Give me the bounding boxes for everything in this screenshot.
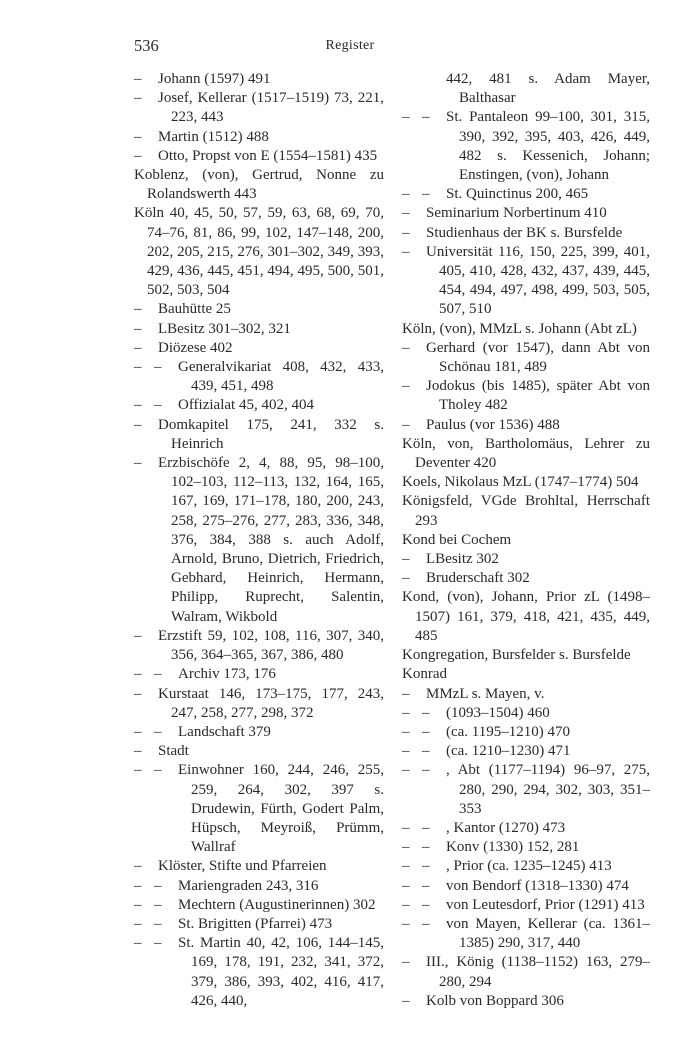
dash-marker: –: [134, 320, 142, 337]
dash-marker: –: [402, 819, 410, 836]
index-entry-text: Koels, Nikolaus MzL (1747–1774) 504: [402, 474, 639, 491]
index-entry: [134, 857, 384, 876]
index-entry-text: Kurstaat 146, 173–175, 177, 243, 247, 258, 277, 298, 372: [158, 685, 384, 721]
index-entry: [134, 358, 384, 396]
dash-marker: –: [134, 858, 142, 875]
index-entry: [402, 704, 650, 723]
index-entry: [402, 915, 650, 953]
index-entry-text: (1093–1504) 460: [446, 704, 550, 721]
dash-marker: –: [154, 877, 162, 894]
index-entry: [402, 646, 650, 665]
index-entry-text: Archiv 173, 176: [178, 666, 276, 683]
dash-marker: –: [422, 819, 430, 836]
index-entry-text: , Kantor (1270) 473: [446, 819, 566, 836]
dash-marker: –: [134, 915, 142, 932]
dash-marker: –: [134, 128, 142, 145]
dash-marker: –: [134, 743, 142, 760]
index-entry-text: Jodokus (bis 1485), später Abt von Tholey 482: [426, 378, 650, 414]
dash-marker: –: [402, 954, 410, 971]
index-entry-text: Mariengraden 243, 316: [178, 877, 319, 894]
dash-marker: –: [422, 858, 430, 875]
index-entry-text: Universität 116, 150, 225, 399, 401, 405, 410, 428, 432, 437, 439, 445, 454, 494, 497, 498, 499, 503, 505, 507, 510: [426, 243, 650, 318]
index-entry: [402, 953, 650, 991]
index-entry-text: Generalvikariat 408, 432, 433, 439, 451, 498: [178, 359, 384, 395]
index-entry-text: Landschaft 379: [178, 723, 271, 740]
index-entry-text: Mechtern (Augustinerinnen) 302: [178, 896, 376, 913]
dash-marker: –: [134, 723, 142, 740]
index-entry-text: Kongregation, Bursfelder s. Bursfelde: [402, 647, 631, 664]
index-entry-text: St. Pantaleon 99–100, 301, 315, 390, 392, 395, 403, 426, 449, 482 s. Kessenich, Johann; Enstingen, (von), Johann: [446, 109, 650, 184]
dash-marker: –: [402, 378, 410, 395]
index-entry: [134, 454, 384, 627]
dash-marker: –: [154, 915, 162, 932]
index-entry-text: von Mayen, Kellerar (ca. 1361–1385) 290, 317, 440: [446, 915, 650, 952]
index-entry: [402, 339, 650, 377]
dash-marker: –: [422, 704, 430, 721]
dash-marker: –: [402, 858, 410, 875]
index-entry: [134, 742, 384, 761]
index-entry-text: Klöster, Stifte und Pfarreien: [158, 858, 327, 875]
index-entry-text: Köln, (von), MMzL s. Johann (Abt zL): [402, 320, 637, 337]
dash-marker: –: [402, 685, 410, 702]
index-entry: [402, 665, 650, 684]
dash-marker: –: [422, 877, 430, 894]
dash-marker: –: [134, 896, 142, 913]
index-entry: [134, 396, 384, 415]
index-entry: [402, 588, 650, 646]
index-entry-text: Studienhaus der BK s. Bursfelde: [426, 224, 623, 241]
dash-marker: –: [422, 915, 430, 932]
index-entry: [402, 742, 650, 761]
dash-marker: –: [134, 90, 142, 107]
index-entry-text: Kolb von Boppard 306: [426, 992, 564, 1009]
index-entry-text: Köln, von, Bartholomäus, Lehrer zu Deventer 420: [402, 435, 650, 472]
dash-marker: –: [402, 992, 410, 1009]
dash-marker: –: [154, 896, 162, 913]
dash-marker: –: [422, 186, 430, 203]
index-entry: [134, 627, 384, 665]
index-entry-text: Offizialat 45, 402, 404: [178, 397, 314, 414]
index-entry: [402, 243, 650, 320]
index-entry: [402, 877, 650, 896]
index-entry: [134, 147, 384, 166]
index-entry: [134, 665, 384, 684]
dash-marker: –: [154, 666, 162, 683]
index-entry: [134, 70, 384, 89]
dash-marker: –: [402, 723, 410, 740]
dash-marker: –: [402, 570, 410, 587]
index-entry: [402, 896, 650, 915]
page-number: 536: [134, 36, 159, 55]
index-entry: [134, 934, 384, 1011]
dash-marker: –: [402, 704, 410, 721]
running-title: Register: [325, 38, 375, 53]
dash-marker: –: [402, 224, 410, 241]
dash-marker: –: [402, 915, 410, 932]
index-entry-text: Paulus (vor 1536) 488: [426, 416, 560, 433]
index-entry-text: Diözese 402: [158, 339, 233, 356]
index-entry-text: Köln 40, 45, 50, 57, 59, 63, 68, 69, 70, 74–76, 81, 86, 99, 102, 147–148, 200, 202, 205, 215, 276, 301–302, 349, 393, 429, 436, 445, 451, 494, 495, 500, 501, 502, 503, 504: [134, 205, 384, 299]
index-entry: [402, 531, 650, 550]
dash-marker: –: [422, 839, 430, 856]
index-entry: [134, 896, 384, 915]
dash-marker: –: [422, 109, 430, 126]
index-entry: [134, 877, 384, 896]
dash-marker: –: [422, 762, 430, 779]
dash-marker: –: [402, 743, 410, 760]
dash-marker: –: [134, 935, 142, 952]
index-entry-text: LBesitz 301–302, 321: [158, 320, 291, 337]
dash-marker: –: [402, 186, 410, 203]
index-entry-text: Konrad: [402, 666, 447, 683]
index-entry-text: Einwohner 160, 244, 246, 255, 259, 264, 302, 397 s. Drudewin, Fürth, Godert Palm, Hüpsch, Meyroiß, Prümm, Wallraf: [178, 762, 384, 856]
dash-marker: –: [134, 359, 142, 376]
index-entry-text: Johann (1597) 491: [158, 71, 271, 87]
index-entry-text: Kond bei Cochem: [402, 531, 512, 548]
dash-marker: –: [402, 243, 410, 260]
index-entry: [402, 435, 650, 473]
dash-marker: –: [134, 416, 142, 433]
dash-marker: –: [422, 896, 430, 913]
index-entry-text: Domkapitel 175, 241, 332 s. Heinrich: [158, 416, 384, 452]
index-entry: [134, 89, 384, 127]
index-column-left: [134, 70, 384, 1011]
index-entry: [402, 320, 650, 339]
dash-marker: –: [134, 877, 142, 894]
index-entry-text: Erzstift 59, 102, 108, 116, 307, 340, 356, 364–365, 367, 386, 480: [158, 627, 384, 664]
index-entry-text: St. Brigitten (Pfarrei) 473: [178, 915, 333, 932]
index-entry-text: Gerhard (vor 1547), dann Abt von Schönau 181, 489: [426, 339, 650, 376]
page-header: [0, 36, 700, 60]
index-entry-text: MMzL s. Mayen, v.: [426, 685, 545, 702]
index-entry: [402, 204, 650, 223]
index-entry: [134, 915, 384, 934]
index-entry: [134, 204, 384, 300]
dash-marker: –: [402, 551, 410, 568]
dash-marker: –: [134, 147, 142, 164]
dash-marker: –: [402, 896, 410, 913]
dash-marker: –: [154, 762, 162, 779]
dash-marker: –: [134, 301, 142, 318]
index-entry: [402, 723, 650, 742]
dash-marker: –: [134, 455, 142, 472]
index-column-right: [402, 70, 650, 1011]
dash-marker: –: [154, 397, 162, 414]
index-entry: [402, 70, 650, 108]
dash-marker: –: [134, 71, 142, 87]
dash-marker: –: [134, 762, 142, 779]
index-entry: [134, 320, 384, 339]
dash-marker: –: [134, 397, 142, 414]
index-entry: [402, 685, 650, 704]
index-entry-text: Königsfeld, VGde Brohltal, Herrschaft 293: [402, 493, 650, 529]
index-entry-text: Kond, (von), Johann, Prior zL (1498–1507) 161, 379, 418, 421, 435, 449, 485: [402, 589, 650, 644]
index-entry-text: Seminarium Norbertinum 410: [426, 205, 607, 222]
index-entry-text: III., König (1138–1152) 163, 279–280, 294: [426, 954, 650, 990]
dash-marker: –: [154, 935, 162, 952]
index-entry-text: Konv (1330) 152, 281: [446, 839, 580, 856]
index-entry-text: 442, 481 s. Adam Mayer, Balthasar: [446, 71, 650, 107]
index-entry-text: Martin (1512) 488: [158, 128, 269, 145]
index-entry: [402, 416, 650, 435]
index-entry-text: St. Martin 40, 42, 106, 144–145, 169, 178, 191, 232, 341, 372, 379, 386, 393, 402, 416, 417, 426, 440,: [178, 935, 384, 1009]
dash-marker: –: [402, 205, 410, 222]
dash-marker: –: [402, 877, 410, 894]
index-entry-text: (ca. 1210–1230) 471: [446, 743, 571, 760]
dash-marker: –: [402, 762, 410, 779]
index-entry: [134, 723, 384, 742]
index-entry: [402, 377, 650, 415]
index-entry-text: St. Quinctinus 200, 465: [446, 186, 589, 203]
index-entry-text: Otto, Propst von E (1554–1581) 435: [158, 147, 378, 164]
index-entry: [402, 185, 650, 204]
index-entry: [134, 685, 384, 723]
index-entry: [134, 300, 384, 319]
index-entry-text: Koblenz, (von), Gertrud, Nonne zu Rolandswerth 443: [134, 167, 384, 203]
index-entry: [402, 108, 650, 185]
index-entry: [402, 857, 650, 876]
index-entry-text: Stadt: [158, 743, 189, 760]
index-entry-text: , Prior (ca. 1235–1245) 413: [446, 858, 612, 875]
dash-marker: –: [402, 109, 410, 126]
index-entry: [134, 166, 384, 204]
dash-marker: –: [402, 416, 410, 433]
index-entry-text: von Bendorf (1318–1330) 474: [446, 877, 629, 894]
dash-marker: –: [402, 339, 410, 356]
index-entry: [134, 128, 384, 147]
dash-marker: –: [154, 359, 162, 376]
index-entry-text: Bruderschaft 302: [426, 570, 530, 587]
dash-marker: –: [134, 627, 142, 644]
dash-marker: –: [402, 839, 410, 856]
index-entry: [402, 473, 650, 492]
index-entry: [402, 761, 650, 819]
index-entry-text: (ca. 1195–1210) 470: [446, 723, 570, 740]
index-entry: [134, 416, 384, 454]
index-entry-text: Bauhütte 25: [158, 301, 231, 318]
dash-marker: –: [134, 666, 142, 683]
index-entry: [402, 838, 650, 857]
index-entry: [402, 992, 650, 1011]
index-entry: [402, 819, 650, 838]
index-entry: [402, 224, 650, 243]
dash-marker: –: [422, 743, 430, 760]
index-entry: [134, 761, 384, 857]
dash-marker: –: [134, 685, 142, 702]
index-entry: [134, 339, 384, 358]
index-entry-text: LBesitz 302: [426, 551, 499, 568]
index-entry-text: von Leutesdorf, Prior (1291) 413: [446, 896, 645, 913]
index-entry: [402, 492, 650, 530]
index-entry: [402, 569, 650, 588]
dash-marker: –: [154, 723, 162, 740]
dash-marker: –: [134, 339, 142, 356]
dash-marker: –: [422, 723, 430, 740]
index-entry-text: Josef, Kellerar (1517–1519) 73, 221, 223, 443: [158, 90, 384, 126]
index-entry: [402, 550, 650, 569]
index-entry-text: Erzbischöfe 2, 4, 88, 95, 98–100, 102–103, 112–113, 132, 164, 165, 167, 169, 171–178, 180, 200, 243, 258, 275–276, 277, 283, 336, 348, 376, 384, 388 s. auch Adolf, Arnold, Bruno, Dietrich, Friedrich, Gebhard, Heinrich, Hermann, Philipp, Ruprecht, Salentin, Walram, Wikbold: [158, 455, 384, 625]
index-entry-text: , Abt (1177–1194) 96–97, 275, 280, 290, 294, 302, 303, 351–353: [446, 762, 650, 817]
